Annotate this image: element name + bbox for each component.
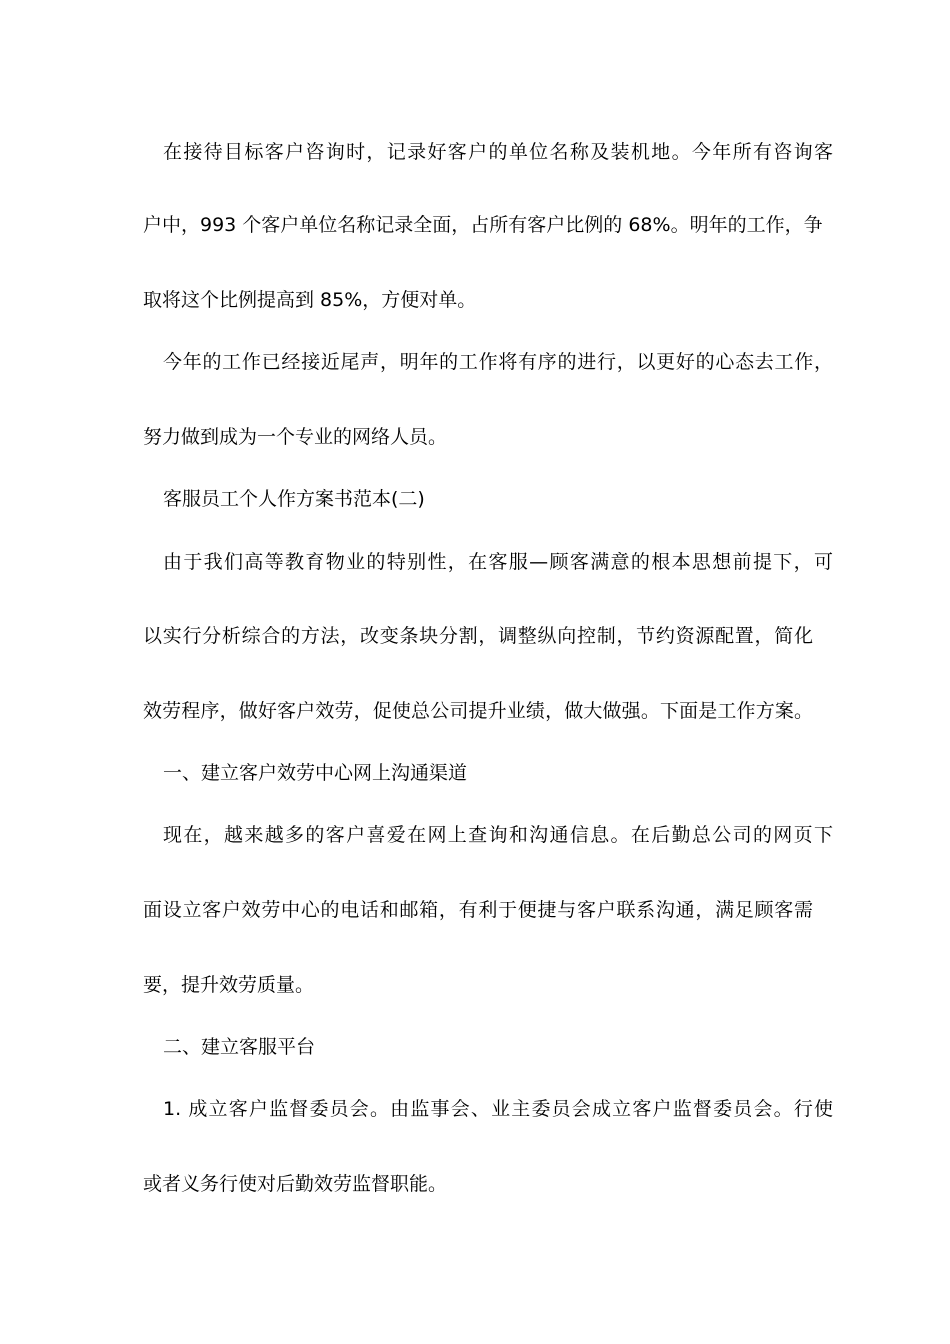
paragraph-line: 面设立客户效劳中心的电话和邮箱，有利于便捷与客户联系沟通，满足顾客需	[143, 899, 813, 921]
paragraph-line: 取将这个比例提高到 85%，方便对单。	[143, 289, 477, 311]
section-heading: 二、建立客服平台	[163, 1036, 316, 1058]
paragraph-line: 在接待目标客户咨询时，记录好客户的单位名称及装机地。今年所有咨询客	[163, 141, 833, 163]
paragraph-line: 现在，越来越多的客户喜爱在网上查询和沟通信息。在后勤总公司的网页下	[163, 824, 833, 846]
paragraph-line: 户中，993 个客户单位名称记录全面，占所有客户比例的 68%。明年的工作，争	[143, 214, 823, 236]
paragraph-line: 或者义务行使对后勤效劳监督职能。	[143, 1173, 448, 1195]
paragraph-line: 1. 成立客户监督委员会。由监事会、业主委员会成立客户监督委员会。行使	[163, 1098, 833, 1120]
paragraph-line: 以实行分析综合的方法，改变条块分割，调整纵向控制，节约资源配置，简化	[143, 625, 813, 647]
paragraph-line: 由于我们高等教育物业的特别性，在客服—顾客满意的根本思想前提下，可	[163, 551, 833, 573]
paragraph-line: 今年的工作已经接近尾声，明年的工作将有序的进行，以更好的心态去工作，	[163, 351, 833, 373]
paragraph-line: 努力做到成为一个专业的网络人员。	[143, 426, 448, 448]
section-heading: 一、建立客户效劳中心网上沟通渠道	[163, 762, 468, 784]
paragraph-line: 效劳程序，做好客户效劳，促使总公司提升业绩，做大做强。下面是工作方案。	[143, 700, 813, 722]
paragraph-line: 要，提升效劳质量。	[143, 974, 315, 996]
section-heading: 客服员工个人作方案书范本(二)	[163, 488, 425, 510]
